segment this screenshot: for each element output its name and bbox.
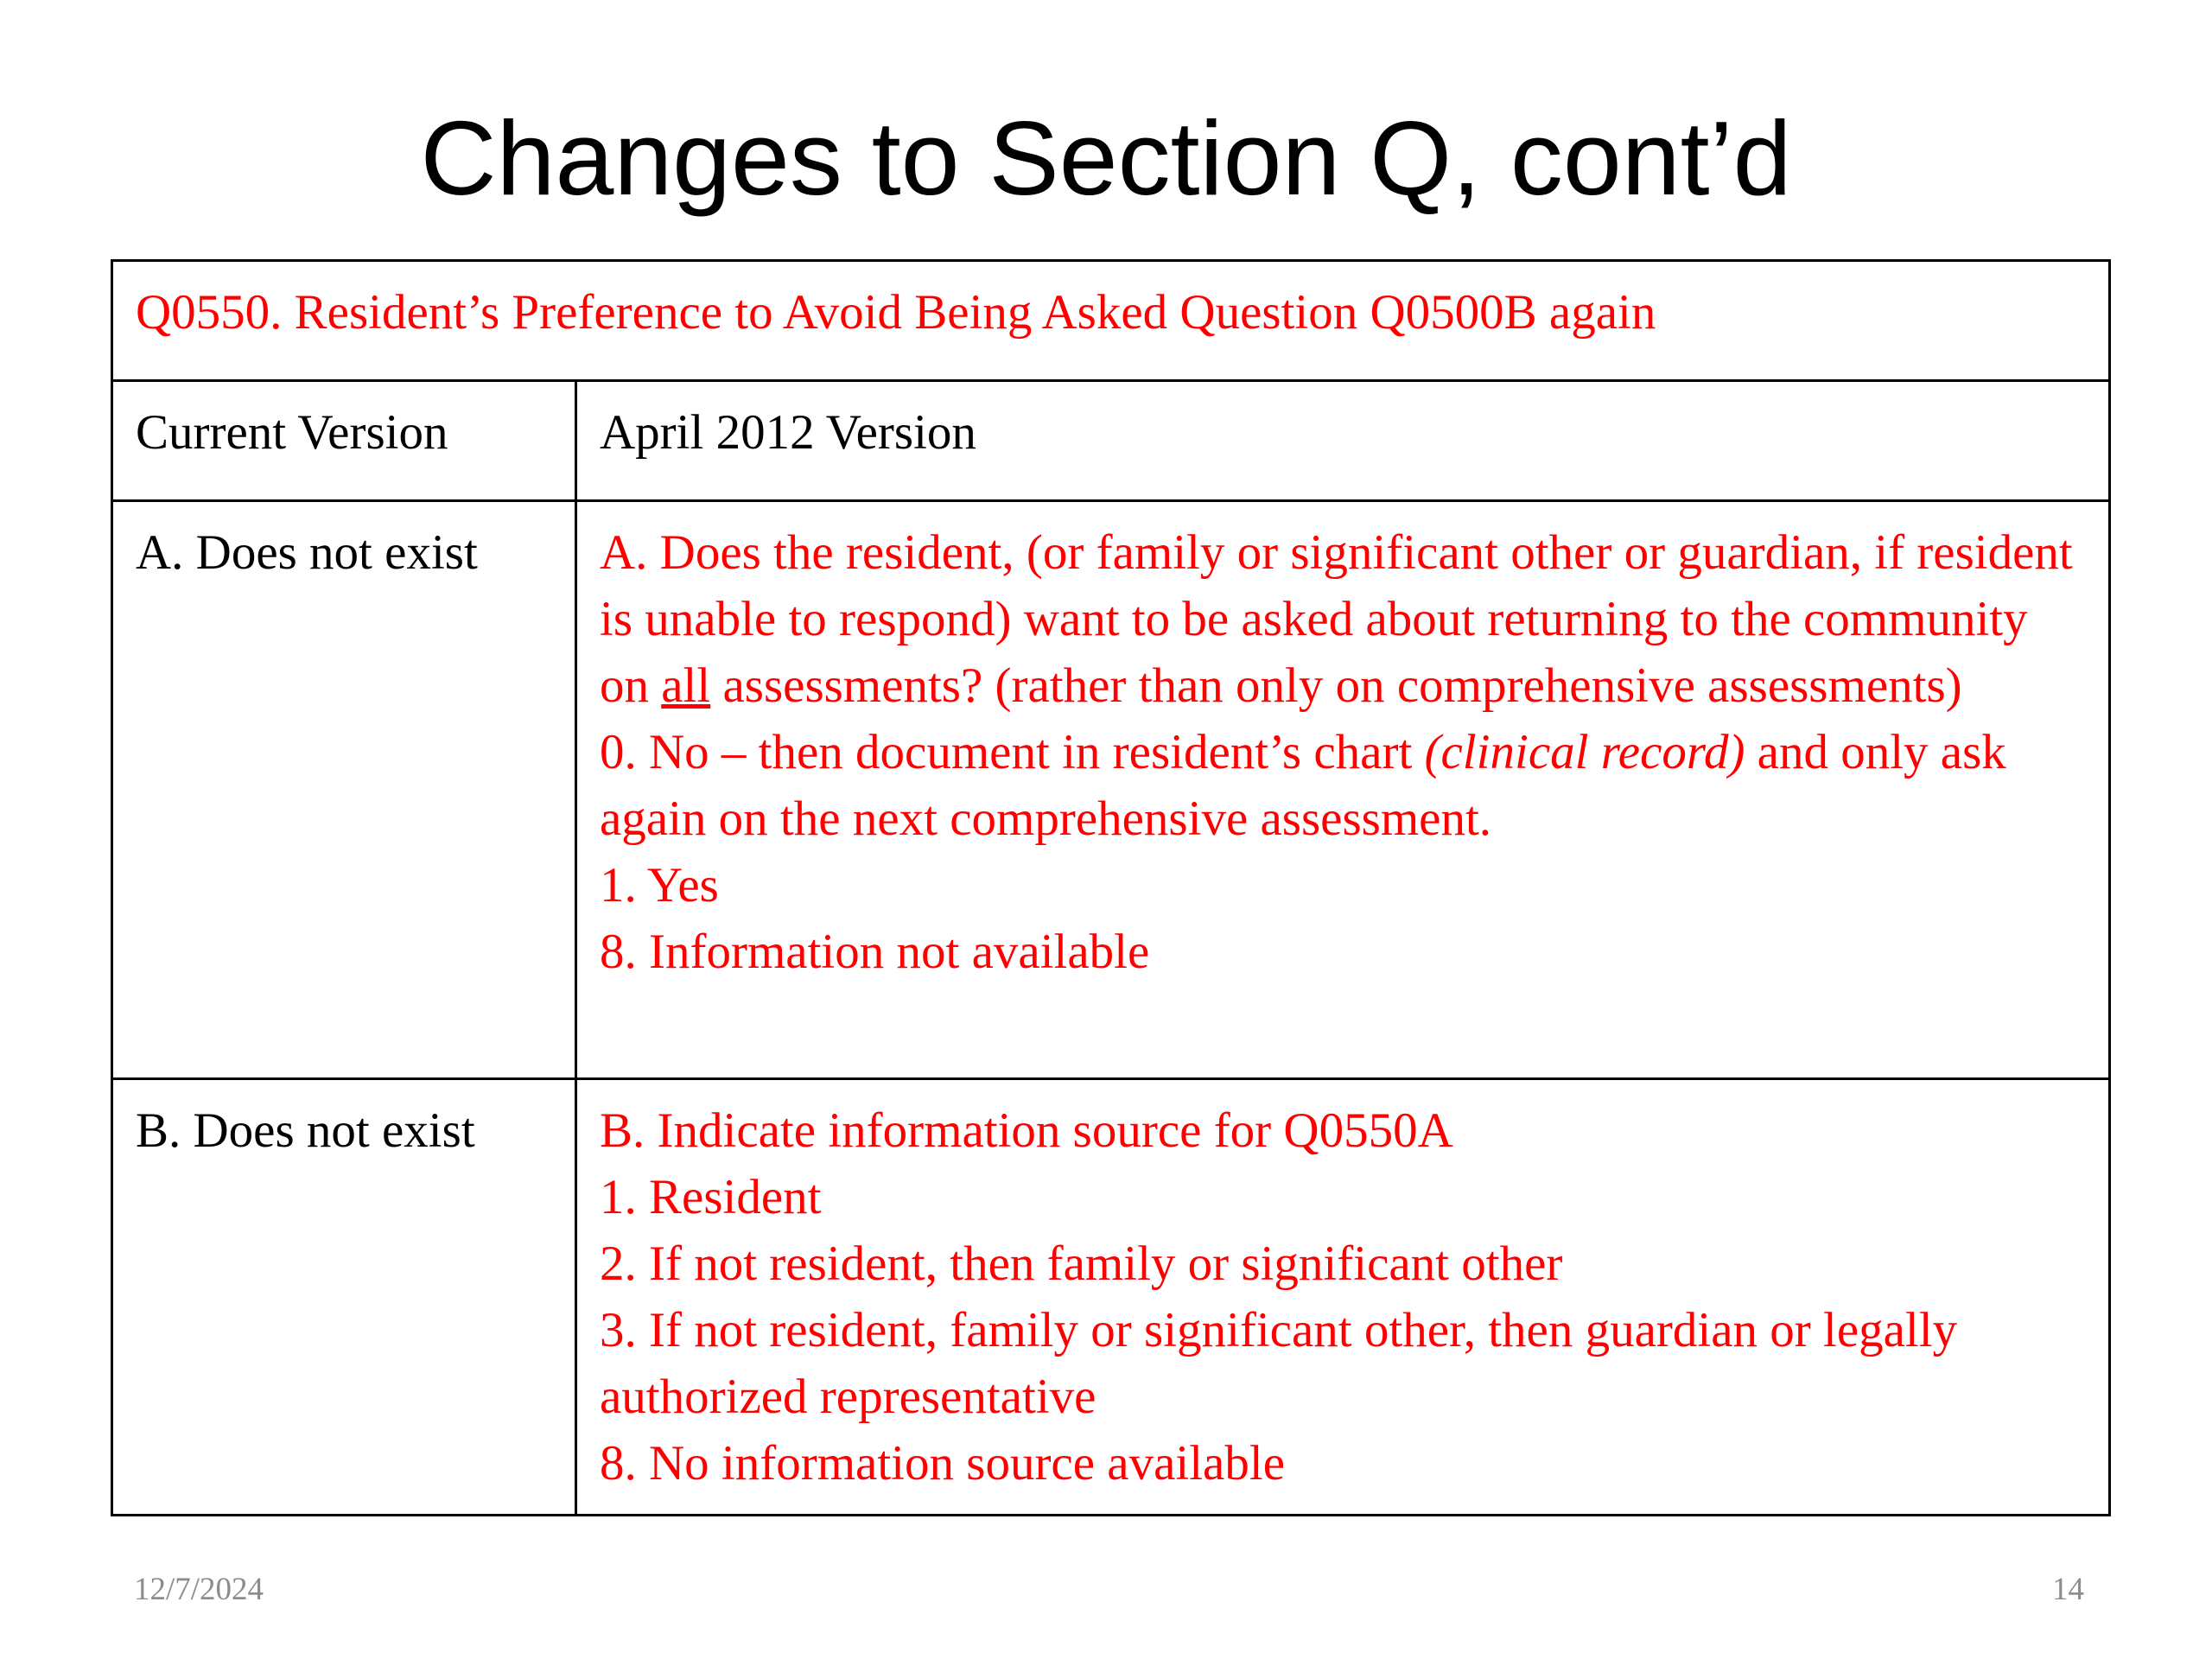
- column-header-row: [112, 381, 2110, 501]
- row-a-option-1: 1. Yes: [600, 858, 719, 912]
- row-b-question: B. Indicate information source for Q0550A: [600, 1103, 1453, 1158]
- row-a-question-emphasis: all: [661, 658, 711, 713]
- row-b-option-1: 1. Resident: [600, 1170, 822, 1224]
- item-header-text: Q0550. Resident’s Preference to Avoid Being Asked Question Q0500B again: [136, 285, 1656, 340]
- comparison-table: [111, 259, 2111, 1516]
- table-row: [112, 501, 2110, 1079]
- row-a-option-8: 8. Information not available: [600, 925, 1150, 979]
- item-header-cell: [112, 261, 2110, 381]
- row-a-option-0-text-end: and only ask again on the next comprehensive assessment.: [600, 725, 2006, 846]
- row-a-question-text-end: assessments? (rather than only on comprehensive assessments): [710, 658, 1962, 713]
- page-number: 14: [2052, 1572, 2084, 1607]
- row-b-new-cell: [576, 1079, 2110, 1516]
- row-a-option-0-text: 0. No – then document in resident’s chart: [600, 725, 1425, 779]
- table-header-row: [112, 261, 2110, 381]
- row-b-option-2: 2. If not resident, then family or significant other: [600, 1236, 1563, 1291]
- row-b-option-8: 8. No information source available: [600, 1436, 1285, 1491]
- row-a-option-0: [600, 719, 2086, 852]
- footer-date: 12/7/2024: [134, 1572, 264, 1607]
- row-a-new-cell: [576, 501, 2110, 1079]
- row-b-option-3: 3. If not resident, family or significant other, then guardian or legally authorized representative: [600, 1303, 1958, 1424]
- slide-title: Changes to Section Q, cont’d: [420, 99, 1792, 217]
- row-a-question-text: A. Does the resident, (or family or significant other or guardian, if resident is unable to respond) want to be asked about returning to the community on: [600, 525, 2073, 713]
- row-a-option-0-italic: (clinical record): [1424, 725, 1745, 779]
- table-row: [112, 1079, 2110, 1516]
- column-header-new: April 2012 Version: [576, 381, 2110, 501]
- row-a-question: [600, 519, 2086, 719]
- row-a-current-cell: A. Does not exist: [112, 501, 576, 1079]
- column-header-current: Current Version: [112, 381, 576, 501]
- row-b-current-cell: B. Does not exist: [112, 1079, 576, 1516]
